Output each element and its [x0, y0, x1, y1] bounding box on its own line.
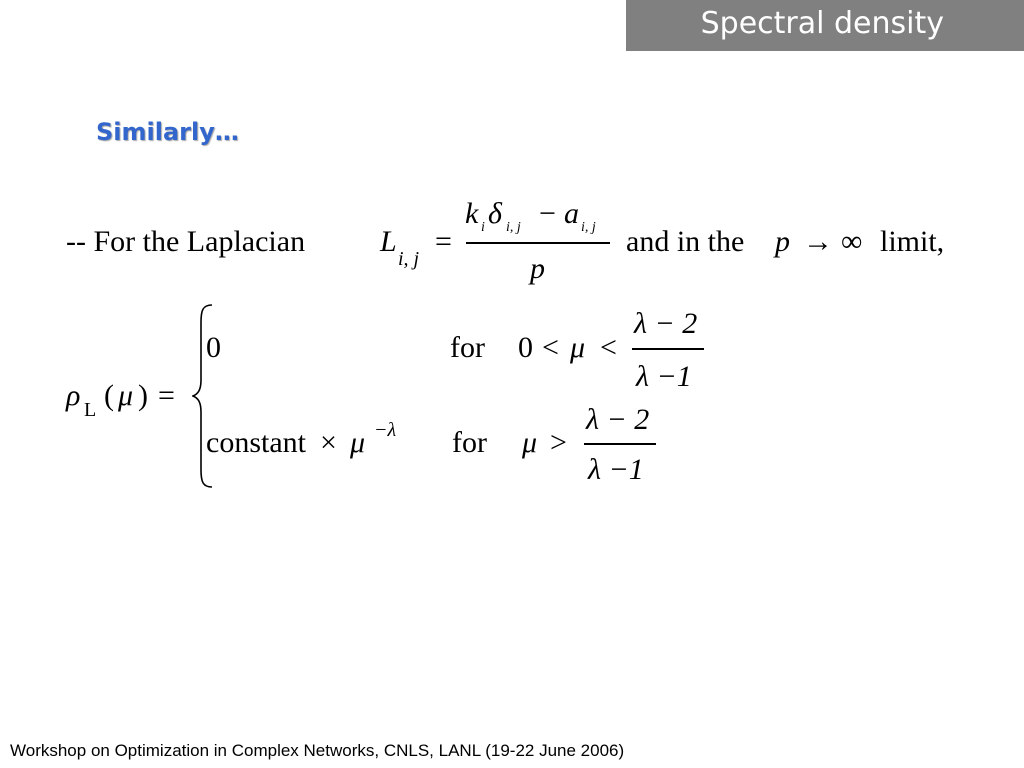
rho-subscript: L [84, 399, 97, 421]
case1-fraction-numerator: λ − 2 [634, 307, 698, 340]
paren-close: ) [138, 379, 148, 412]
case2-for: for [452, 426, 487, 459]
case2-fraction-denominator: λ −1 [588, 453, 644, 486]
case2-var: μ [522, 426, 538, 459]
case1-for: for [450, 331, 485, 364]
slide-title: Spectral density [700, 6, 944, 41]
suffix-limit: limit, [880, 225, 945, 258]
numerator-k: k [465, 197, 479, 230]
case1-fraction-denominator: λ −1 [636, 360, 692, 393]
numerator-a-subscript: i, j [581, 220, 596, 235]
numerator-delta: δ [488, 197, 502, 230]
subheading: Similarly… [96, 118, 239, 146]
laplacian-subscript: i, j [398, 248, 420, 270]
mu-symbol: μ [118, 379, 134, 412]
numerator-a: a [564, 197, 579, 230]
laplacian-symbol: L [380, 225, 397, 258]
case1-mu: μ [570, 331, 586, 364]
arrow-symbol: → [803, 225, 833, 258]
suffix-text: and in the [626, 225, 745, 258]
paren-open: ( [104, 379, 114, 412]
footer: Workshop on Optimization in Complex Networks, CNLS, LANL (19-22 June 2006) [10, 741, 625, 760]
laplacian-prefix: -- For the Laplacian [66, 225, 306, 258]
case1-lower: 0 [518, 331, 533, 364]
numerator-k-subscript: i [481, 220, 485, 235]
laplacian-equals: = [435, 225, 452, 258]
case1-less2: < [600, 331, 617, 364]
suffix-p: p [775, 225, 790, 258]
slide-title-bar [626, 0, 1024, 51]
case2-exponent: −λ [374, 419, 397, 441]
fraction-bar [466, 242, 610, 244]
numerator-minus: − [539, 197, 556, 230]
case2-value: constant [206, 426, 306, 459]
denominator-p: p [530, 252, 545, 285]
equation-equals: = [158, 379, 175, 412]
rho-symbol: ρ [66, 379, 81, 412]
case2-times: × [320, 426, 337, 459]
case1-less1: < [542, 331, 559, 364]
case1-fraction-bar [632, 348, 704, 350]
case1-value: 0 [206, 331, 221, 364]
case2-fraction-bar [584, 443, 656, 445]
case2-greater: > [550, 426, 567, 459]
numerator-delta-subscript: i, j [506, 220, 521, 235]
infinity-symbol: ∞ [841, 225, 863, 258]
case2-fraction-numerator: λ − 2 [586, 403, 650, 436]
case2-mu: μ [350, 426, 366, 459]
